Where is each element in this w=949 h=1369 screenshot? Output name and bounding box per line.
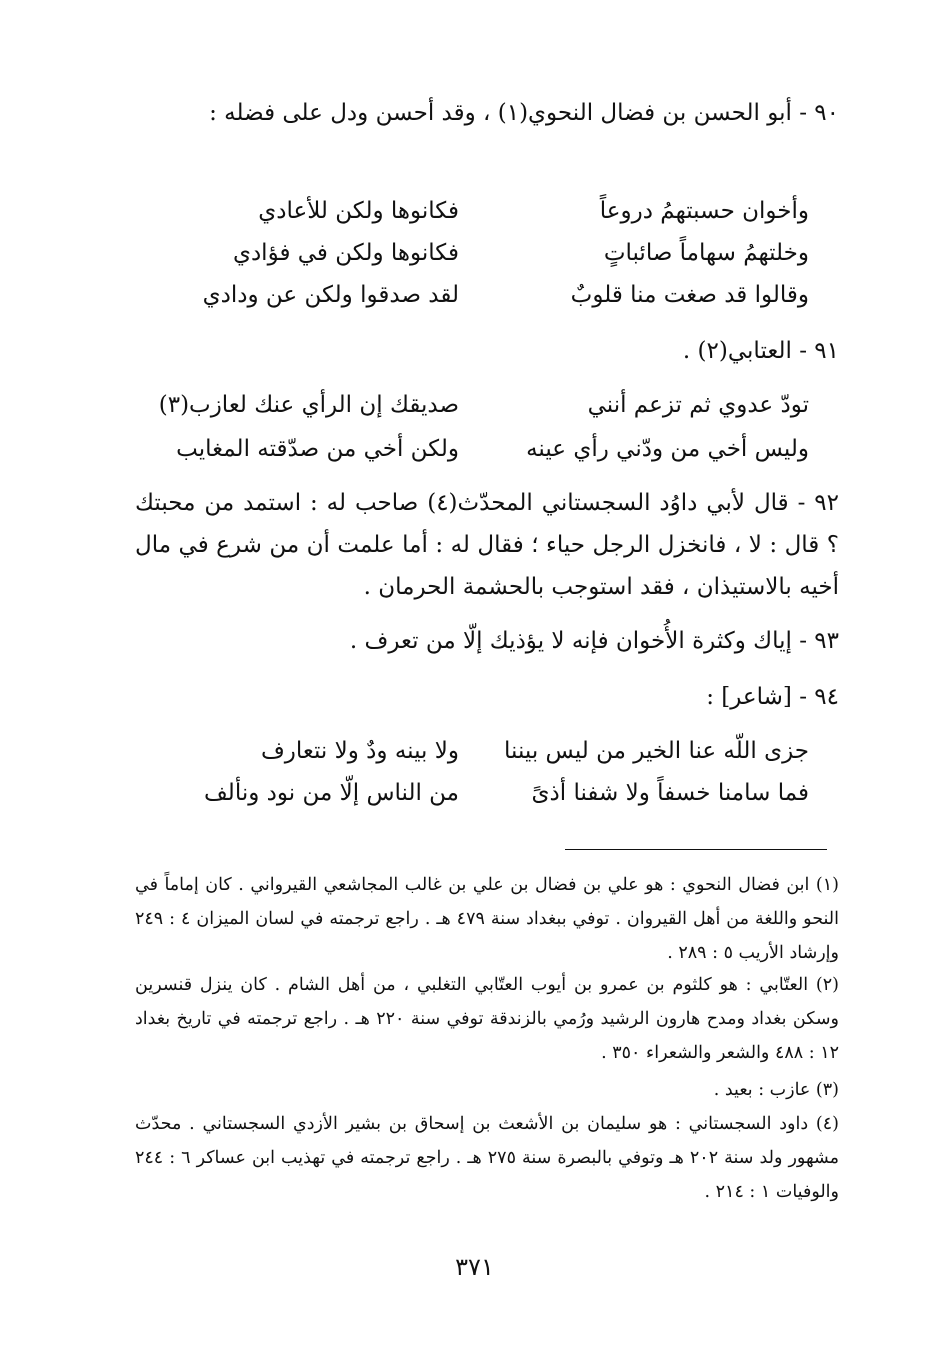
verse-hemistich-second: صديقك إن الرأي عنك لعازب(٣) [158, 392, 459, 418]
verse-hemistich-second: ولكن أخي من صدّقته المغايب [176, 436, 459, 462]
verse-hemistich-first: وليس أخي من ودّني رأي عينه [526, 436, 809, 462]
verse-hemistich-first: تودّ عدوي ثم تزعم أنني [587, 392, 809, 418]
footnote-3: (٣) عازب : بعيد . [713, 1080, 839, 1100]
verse-hemistich-first: وقالوا قد صغت منا قلوبٌ [570, 282, 809, 308]
verse-line [160, 428, 839, 470]
footnote-4: (٤) داود السجستاني : هو سليمان بن الأشعث بن إسحاق بن بشير الأزدي السجستاني . محدّث مشهور ولد سنة ٢٠٢ هـ وتوفي بالبصرة سنة ٢٧٥ هـ . راجع ترجمته في تهذيب ابن عساكر ٦ : ٢٤٤ والوفيات ١ : ٢١٤ . [135, 1114, 840, 1202]
verse-hemistich-first: وخلتهمُ سهاماً صائباتٍ [603, 240, 809, 266]
verse-line [160, 232, 839, 274]
verse-line [160, 274, 839, 316]
entry-92: ٩٢ - قال لأبي داوُد السجستاني المحدّث(٤) صاحب له : استمد من محبتك ؟ قال : لا ، فانخزل الرجل حياء ؛ فقال له : أما علمت أن من شرع في مال أخيه بالاستيذان ، فقد استوجب بالحشمة الحرمان . [135, 490, 840, 600]
verse-hemistich-second: ولا بينه ودٌ ولا نتعارف [260, 738, 459, 764]
entry-90: ٩٠ - أبو الحسن بن فضال النحوي(١) ، وقد أحسن ودل على فضله : [209, 100, 839, 126]
page-number: ٣٧١ [455, 1253, 494, 1281]
verse-hemistich-second: لقد صدقوا ولكن عن ودادي [202, 282, 459, 308]
verse-hemistich-first: جزى اللّه عنا الخير من ليس بيننا [504, 738, 809, 764]
verse-line [160, 190, 839, 232]
footnote-1: (١) ابن فضال النحوي : هو علي بن فضال بن علي بن غالب المجاشعي القيرواني . كان إماماً في النحو واللغة من أهل القيروان . توفي ببغداد سنة ٤٧٩ هـ . راجع ترجمته في لسان الميزان ٤ : ٢٤٩ وإرشاد الأريب ٥ : ٢٨٩ . [135, 875, 839, 963]
verse-hemistich-first: فما سامنا خسفاً ولا شفنا أذىً [531, 780, 809, 806]
entry-94: ٩٤ - [شاعر] : [706, 684, 839, 710]
footnote-2: (٢) العتّابي : هو كلثوم بن عمرو بن أيوب العتّابي التغلبي ، من أهل الشام . كان ينزل قنسرين وسكن بغداد ومدح هارون الرشيد ورُمي بالزندقة توفي سنة ٢٢٠ هـ . راجع ترجمته في تاريخ بغداد ١٢ : ٤٨٨ والشعر والشعراء ٣٥٠ . [135, 975, 839, 1063]
footnote-separator [565, 849, 827, 850]
verse-line [160, 384, 839, 426]
verse-hemistich-second: من الناس إلّا من نود ونألف [204, 780, 459, 806]
entry-93: ٩٣ - إياك وكثرة الأُخوان فإنه لا يؤذيك إلّا من تعرف . [349, 628, 839, 654]
verse-line [160, 772, 839, 814]
entry-91: ٩١ - العتابي(٢) . [682, 338, 839, 364]
verse-hemistich-second: فكانوها ولكن في فؤادي [232, 240, 459, 266]
verse-hemistich-second: فكانوها ولكن للأعادي [258, 198, 459, 224]
verse-hemistich-first: وأخوان حسبتهمُ دروعاً [599, 198, 809, 224]
verse-line [160, 730, 839, 772]
